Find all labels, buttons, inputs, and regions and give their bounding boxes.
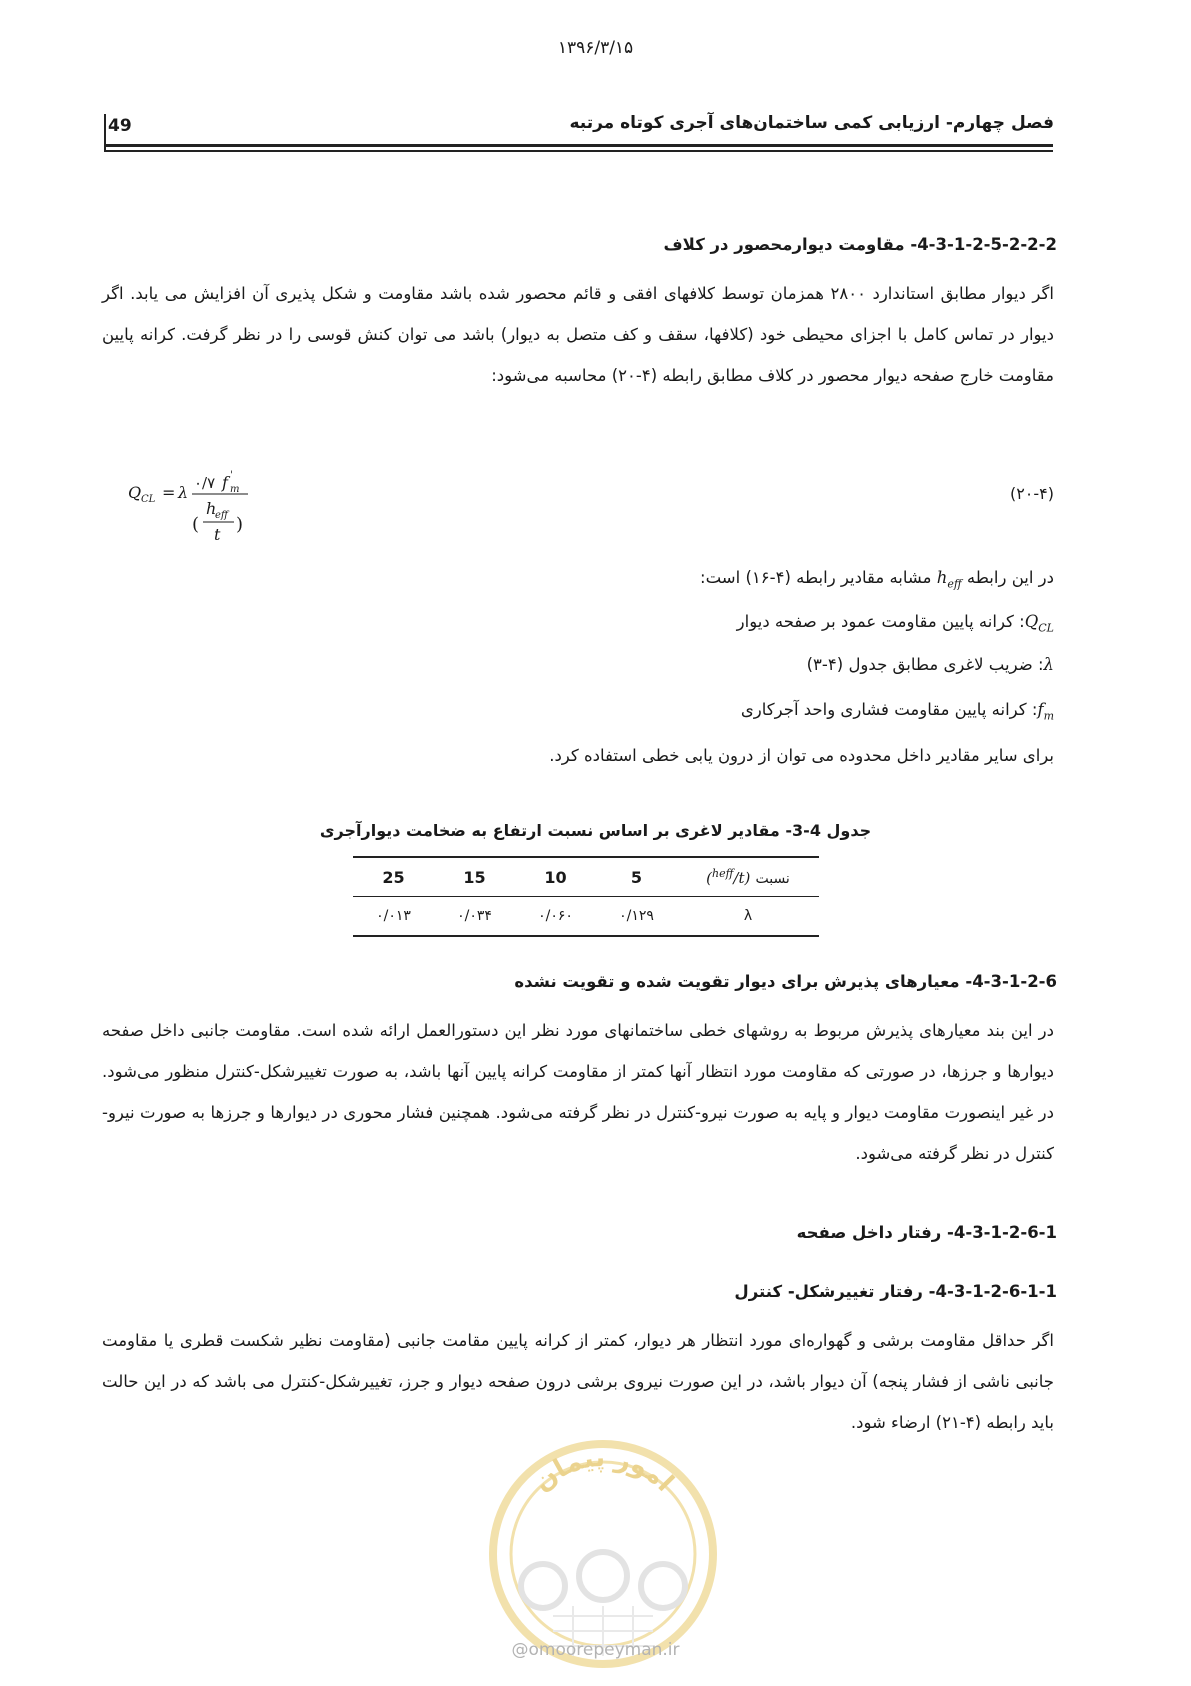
- formula-lambda: λ: [178, 483, 189, 502]
- table-cell-lambda-25: ۰/۰۱۳: [353, 897, 434, 937]
- definition-lambda: [807, 655, 1054, 674]
- formula-t: t: [214, 525, 221, 544]
- paragraph-confined-wall: اگر دیوار مطابق استاندارد ۲۸۰۰ همزمان توسط کلافهای افقی و قائم محصور شده باشد مقاومت و شکل پذیری آن افزایش می یابد. اگر دیوار در تماس کامل با اجزای محیطی خود (کلافها، سقف و کف متصل به دیوار) باشد می توان کنش قوسی را در نظر گرفت. کرانه پایین مقاومت خارج صفحه دیوار محصور در کلاف مطابق رابطه (۴-۲۰) محاسبه می‌شود:: [102, 284, 1054, 385]
- formula-paren-left: (: [192, 514, 200, 535]
- table-cell-lambda-label: λ: [677, 897, 819, 937]
- definition-lambda-text: : ضریب لاغری مطابق جدول (۴-۳): [806, 655, 1044, 674]
- watermark-logo-text: امور پیمان: [527, 1442, 680, 1498]
- table-header-row: [353, 857, 819, 897]
- header-rule-thin: [104, 150, 1053, 152]
- page-number: 49: [108, 116, 132, 136]
- where-intro: [700, 568, 1054, 590]
- formula-4-20: [126, 468, 286, 548]
- ratio-label: نسبت: [755, 871, 790, 887]
- qcl-symbol: $Q_{CL}$: [1024, 612, 1054, 635]
- table-caption: جدول 4-3- مقادیر لاغری بر اساس نسبت ارتفاع به ضخامت دیوارآجری: [319, 821, 872, 840]
- definition-qcl: [737, 612, 1054, 634]
- table-cell-lambda-5: ۰/۱۲۹: [596, 897, 677, 937]
- definition-qcl-text: : کرانه پایین مقاومت عمود بر صفحه دیوار: [736, 612, 1025, 631]
- var-heff-symbol: $h_{eff}$: [936, 568, 962, 591]
- header-date: ۱۳۹۶/۳/۱۵: [557, 38, 634, 58]
- formula-number: (۲۰-۴): [1009, 484, 1054, 503]
- formula-h-sub: eff: [215, 510, 229, 521]
- paragraph-deformation-controlled: اگر حداقل مقاومت برشی و گهواره‌ای مورد انتظار هر دیوار، کمتر از کرانه پایین مقامت جانبی (مقاومت نظیر شکست قطری یا مقاومت جانبی ناشی از فشار پنجه) آن دیوار باشد، در این صورت نیروی برشی درون صفحه دیوار و جرز، تغییرشکل-کنترل می باشد که در این حالت باید رابطه (۴-۲۱) ارضاء شود.: [102, 1331, 1054, 1432]
- formula-q: Q: [128, 483, 142, 502]
- watermark-at-icon: @: [511, 1640, 529, 1660]
- ratio-symbol: ($^{heff}$/t): [706, 867, 751, 887]
- formula-numerator-coef: ۰/۷: [194, 474, 216, 492]
- table-header-ratio: [677, 857, 819, 897]
- interpolation-note: برای سایر مقادیر داخل محدوده می توان از درون یابی خطی استفاده کرد.: [549, 746, 1054, 765]
- svg-text:امور پیمان: [528, 1443, 680, 1498]
- formula-equals: =: [162, 483, 176, 502]
- slenderness-table: [353, 856, 819, 937]
- paragraph-acceptance-criteria: در این بند معیارهای پذیرش مربوط به روشهای خطی ساختمانهای مورد نظر این دستورالعمل ارائه شده است. مقاومت جانبی داخل صفحه دیوارها و جرزها، در صورتی که مقاومت مورد انتظار آنها کمتر از مقاومت کرانه پایین آنها باشد، به صورت تغییرشکل-کنترل منظور می‌شود. در غیر اینصورت مقاومت دیوار و پایه به صورت نیرو-کنترل در نظر گرفته می‌شود. همچنین فشار محوری در دیوارها و جرزها به صورت نیرو-کنترل در نظر گرفته می‌شود.: [102, 1021, 1054, 1163]
- watermark-site: @omoorepeyman.ir: [511, 1640, 680, 1660]
- fm-symbol: $f_m$: [1037, 700, 1054, 723]
- chapter-title: فصل چهارم- ارزیابی کمی ساختمان‌های آجری کوتاه مرتبه: [569, 113, 1054, 133]
- section-heading-in-plane: 4-3-1-2-6-1- رفتار داخل صفحه: [796, 1223, 1057, 1242]
- formula-h: h: [206, 499, 217, 518]
- section-heading-confined-wall: 4-3-1-2-5-2-2-2- مقاومت دیوارمحصور در کلاف: [663, 235, 1057, 254]
- table-cell-lambda-15: ۰/۰۳۴: [434, 897, 515, 937]
- section-heading-deformation-controlled: 4-3-1-2-6-1-1- رفتار تغییرشکل- کنترل: [734, 1282, 1057, 1301]
- table-header-10: 10: [515, 857, 596, 897]
- table-row-lambda: [353, 897, 819, 937]
- formula-f: f: [222, 473, 228, 492]
- table-header-25: 25: [353, 857, 434, 897]
- lambda-symbol: λ: [1043, 655, 1054, 674]
- where-intro-post: مشابه مقادیر رابطه (۴-۱۶) است:: [700, 568, 932, 587]
- definition-fm: [741, 700, 1054, 722]
- table-header-5: 5: [596, 857, 677, 897]
- formula-f-sub: m: [230, 484, 240, 495]
- table-cell-lambda-10: ۰/۰۶۰: [515, 897, 596, 937]
- formula-q-sub: CL: [141, 494, 156, 505]
- formula-f-prime: ': [230, 470, 233, 481]
- table-header-15: 15: [434, 857, 515, 897]
- formula-paren-right: ): [236, 514, 244, 535]
- section-heading-acceptance-criteria: 4-3-1-2-6- معیارهای پذیرش برای دیوار تقویت شده و تقویت نشده: [514, 972, 1057, 991]
- header-rule-thick: [104, 144, 1053, 147]
- definition-fm-text: : کرانه پایین مقاومت فشاری واحد آجرکاری: [740, 700, 1038, 719]
- where-intro-pre: در این رابطه: [966, 568, 1054, 587]
